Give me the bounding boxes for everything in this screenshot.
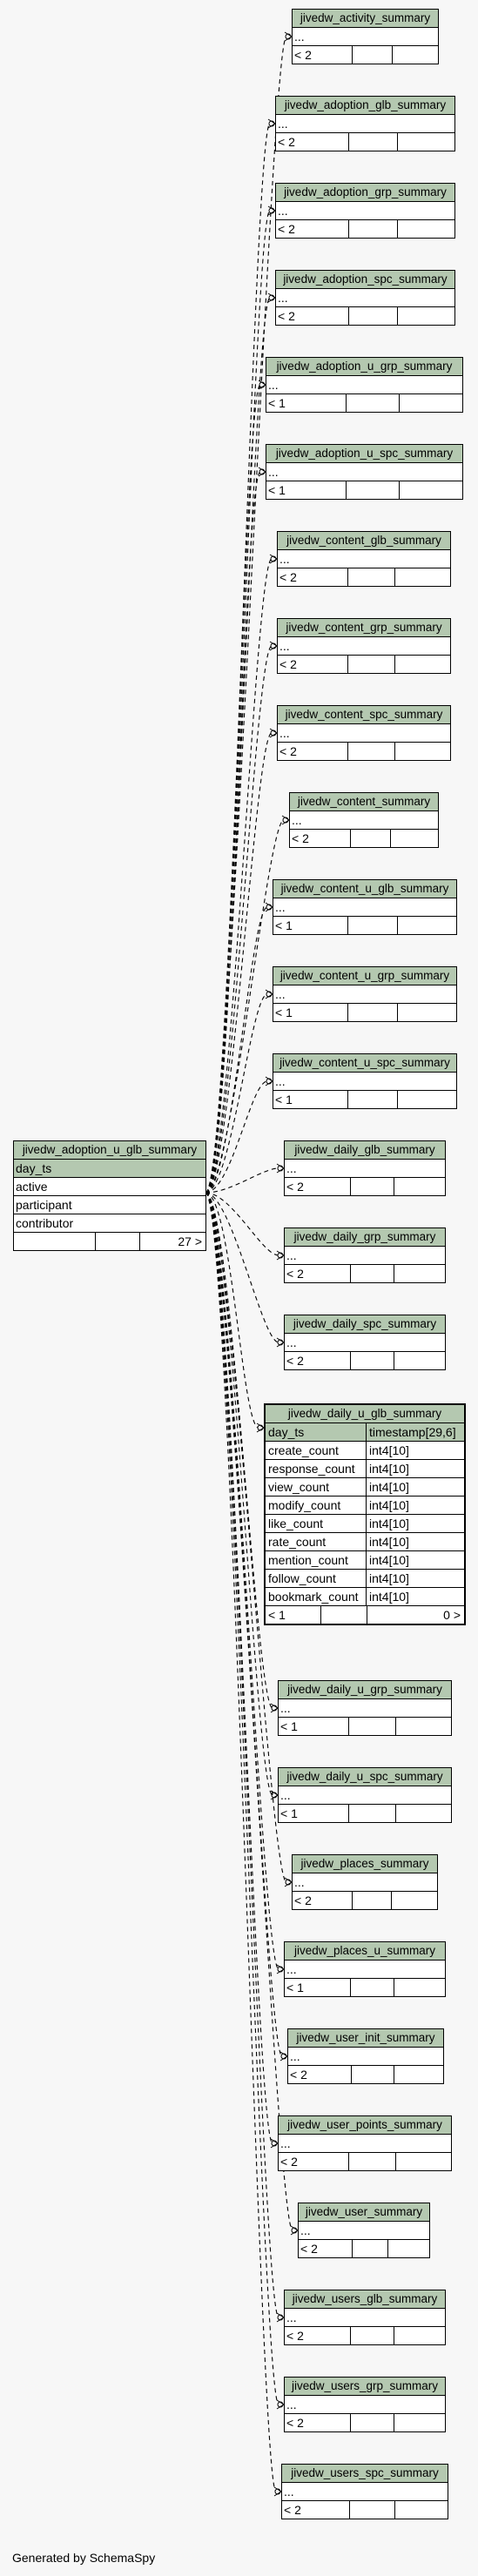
footer-left: < 1: [279, 1718, 349, 1735]
table-jivedw-content-u-spc-summary[interactable]: [273, 1053, 457, 1109]
table-jivedw-places-u-summary[interactable]: [284, 1941, 446, 1997]
relationship-edge: [205, 211, 270, 1193]
relationship-edge: [205, 472, 260, 1193]
table-footer: [276, 307, 454, 325]
table-row: ...: [285, 1334, 445, 1352]
table-row: ...: [290, 811, 438, 830]
table-footer: [285, 1979, 445, 1996]
table-jivedw-users-glb-summary[interactable]: [284, 2290, 446, 2345]
relationship-edge: [205, 559, 272, 1193]
table-header[interactable]: jivedw_adoption_spc_summary: [276, 271, 454, 289]
column-type: timestamp[29,6]: [369, 1425, 456, 1439]
table-header[interactable]: jivedw_daily_grp_summary: [285, 1228, 445, 1247]
table-footer: [279, 2153, 451, 2170]
table-footer: [288, 2066, 443, 2083]
relationship-edge: [205, 1193, 279, 1342]
table-header[interactable]: jivedw_places_summary: [293, 1855, 437, 1873]
footer-left: < 1: [273, 1091, 348, 1108]
table-row: ...: [293, 1873, 437, 1892]
table-jivedw-daily-spc-summary[interactable]: [284, 1315, 446, 1370]
table-header[interactable]: jivedw_activity_summary: [293, 10, 438, 28]
table-header[interactable]: jivedw_adoption_u_grp_summary: [266, 358, 462, 376]
table-header[interactable]: jivedw_adoption_u_spc_summary: [266, 445, 462, 463]
table-row: ...: [278, 724, 450, 743]
table-jivedw-activity-summary[interactable]: [292, 9, 439, 64]
footer-left: < 1: [279, 1805, 349, 1822]
table-row: ...: [279, 1786, 451, 1805]
table-row: ...: [273, 898, 456, 917]
table-jivedw-content-grp-summary[interactable]: [277, 618, 451, 674]
table-header[interactable]: jivedw_content_u_glb_summary: [273, 880, 456, 898]
table-header[interactable]: jivedw_content_spc_summary: [278, 706, 450, 724]
table-jivedw-users-spc-summary[interactable]: [281, 2464, 448, 2519]
table-jivedw-user-points-summary[interactable]: [278, 2115, 452, 2171]
footer-left: < 2: [278, 656, 348, 673]
footer-left: < 2: [279, 2153, 349, 2170]
table-row: ...: [279, 1699, 451, 1718]
table-row: ...: [288, 2048, 443, 2066]
table-row: ...: [285, 1160, 445, 1178]
table-header[interactable]: jivedw_daily_u_grp_summary: [279, 1681, 451, 1699]
footer-left: < 1: [273, 917, 348, 934]
table-row: ...: [266, 376, 462, 394]
footer-left: < 2: [285, 2327, 351, 2344]
column-type: int4[10]: [369, 1462, 409, 1476]
table-footer: [276, 220, 454, 238]
table-jivedw-adoption-u-spc-summary[interactable]: [266, 444, 463, 500]
footer-left: < 2: [285, 1265, 351, 1282]
table-row: ...: [299, 2222, 429, 2240]
table-footer: [285, 1265, 445, 1282]
table-row: ...: [285, 2396, 445, 2414]
table-footer: [285, 2327, 445, 2344]
table-jivedw-daily-grp-summary[interactable]: [284, 1227, 446, 1283]
table-footer: [293, 46, 438, 64]
table-jivedw-content-summary[interactable]: [289, 792, 439, 848]
footer-left: < 2: [293, 46, 353, 64]
column-type: int4[10]: [369, 1498, 409, 1512]
table-row: ...: [276, 289, 454, 307]
column-name: follow_count: [266, 1570, 367, 1587]
footer-left: < 1: [266, 1606, 321, 1624]
table-footer: [273, 1091, 456, 1108]
table-jivedw-adoption-glb-summary[interactable]: [275, 96, 455, 151]
table-footer: [299, 2240, 429, 2257]
column-name: mention_count: [266, 1551, 367, 1569]
table-footer: [266, 481, 462, 499]
table-jivedw-adoption-u-grp-summary[interactable]: [266, 357, 463, 413]
footer-left: < 2: [282, 2501, 350, 2519]
table-row: ...: [273, 985, 456, 1004]
table-header[interactable]: jivedw_daily_u_spc_summary: [279, 1768, 451, 1786]
table-footer: [279, 1805, 451, 1822]
column-row: [266, 1442, 464, 1460]
column-type: int4[10]: [369, 1443, 409, 1457]
table-row: ...: [293, 28, 438, 46]
table-footer: [273, 1004, 456, 1021]
column-row: [266, 1570, 464, 1588]
table-row: ...: [278, 550, 450, 568]
table-jivedw-adoption-u-glb-summary[interactable]: [13, 1140, 206, 1251]
table-footer: [285, 2414, 445, 2431]
table-header[interactable]: jivedw_adoption_grp_summary: [276, 184, 454, 202]
table-row: ...: [266, 463, 462, 481]
column-row: [266, 1423, 464, 1442]
table-header[interactable]: jivedw_content_glb_summary: [278, 532, 450, 550]
table-footer: [282, 2501, 448, 2519]
table-jivedw-daily-u-grp-summary[interactable]: [278, 1680, 452, 1736]
column-name: like_count: [266, 1515, 367, 1532]
column-day-ts: day_ts: [14, 1160, 205, 1178]
table-footer: [279, 1718, 451, 1735]
table-jivedw-content-glb-summary[interactable]: [277, 531, 451, 587]
column-row: [266, 1497, 464, 1515]
table-header[interactable]: jivedw_user_summary: [299, 2203, 429, 2222]
table-footer: [285, 1178, 445, 1195]
relationship-edge: [205, 1193, 276, 2492]
table-header[interactable]: jivedw_users_glb_summary: [285, 2290, 445, 2309]
column-type: int4[10]: [369, 1480, 409, 1494]
table-footer: [278, 743, 450, 760]
footer-left: < 1: [266, 394, 347, 412]
table-header[interactable]: jivedw_user_init_summary: [288, 2029, 443, 2048]
table-jivedw-daily-u-glb-summary[interactable]: [264, 1403, 466, 1625]
column-type: int4[10]: [369, 1535, 409, 1549]
table-footer: [276, 133, 454, 151]
column-row: [266, 1551, 464, 1570]
footer-left: < 2: [276, 133, 349, 151]
column-type: int4[10]: [369, 1590, 409, 1604]
table-footer: [278, 656, 450, 673]
relationship-edge: [205, 1193, 259, 1428]
table-header[interactable]: jivedw_places_u_summary: [285, 1942, 445, 1961]
footer-left: < 2: [285, 2414, 351, 2431]
column-row: [266, 1515, 464, 1533]
column-type: int4[10]: [369, 1553, 409, 1567]
footer-left: < 1: [266, 481, 347, 499]
footer-right: 0 >: [443, 1608, 461, 1622]
table-row: ...: [278, 637, 450, 656]
table-jivedw-daily-glb-summary[interactable]: [284, 1140, 446, 1196]
column-active: active: [14, 1178, 205, 1196]
footer-left: < 2: [293, 1892, 353, 1909]
footer-left: < 2: [285, 1178, 351, 1195]
column-name: day_ts: [266, 1423, 367, 1441]
table-row: ...: [285, 2309, 445, 2327]
table-footer: [266, 394, 462, 412]
column-row: [266, 1478, 464, 1497]
footer-left: < 2: [278, 568, 348, 586]
footer-left: < 2: [299, 2240, 353, 2257]
table-header[interactable]: jivedw_adoption_u_glb_summary: [14, 1141, 205, 1160]
column-name: rate_count: [266, 1533, 367, 1550]
footer-left: < 1: [273, 1004, 348, 1021]
footer-left: < 2: [276, 307, 349, 325]
table-header[interactable]: jivedw_content_summary: [290, 793, 438, 811]
column-contributor: contributor: [14, 1214, 205, 1233]
column-name: view_count: [266, 1478, 367, 1496]
table-jivedw-users-grp-summary[interactable]: [284, 2377, 446, 2432]
table-jivedw-adoption-spc-summary[interactable]: [275, 270, 455, 326]
generated-by-label: Generated by SchemaSpy: [12, 2551, 156, 2565]
table-header[interactable]: jivedw_daily_glb_summary: [285, 1141, 445, 1160]
table-jivedw-content-u-glb-summary[interactable]: [273, 879, 457, 935]
table-header[interactable]: jivedw_adoption_glb_summary: [276, 97, 454, 115]
table-footer: [290, 830, 438, 847]
table-row: ...: [276, 115, 454, 133]
relationship-edge: [205, 1193, 273, 1795]
table-header[interactable]: jivedw_daily_u_glb_summary: [266, 1405, 464, 1423]
column-participant: participant: [14, 1196, 205, 1214]
column-name: modify_count: [266, 1497, 367, 1514]
column-row: [266, 1460, 464, 1478]
table-jivedw-content-spc-summary[interactable]: [277, 705, 451, 761]
table-jivedw-daily-u-spc-summary[interactable]: [278, 1767, 452, 1823]
table-jivedw-user-summary[interactable]: [298, 2203, 430, 2258]
table-row: ...: [273, 1073, 456, 1091]
table-header[interactable]: jivedw_users_spc_summary: [282, 2465, 448, 2483]
table-header[interactable]: jivedw_users_grp_summary: [285, 2378, 445, 2396]
table-header[interactable]: jivedw_daily_spc_summary: [285, 1315, 445, 1334]
table-jivedw-content-u-grp-summary[interactable]: [273, 966, 457, 1022]
table-header[interactable]: jivedw_content_grp_summary: [278, 619, 450, 637]
table-row: ...: [276, 202, 454, 220]
column-name: create_count: [266, 1442, 367, 1459]
table-footer: [293, 1892, 437, 1909]
table-footer: [278, 568, 450, 586]
table-jivedw-adoption-grp-summary[interactable]: [275, 183, 455, 239]
footer-left: < 2: [278, 743, 348, 760]
footer-left: < 1: [285, 1979, 351, 1996]
table-jivedw-user-init-summary[interactable]: [287, 2028, 444, 2084]
column-name: bookmark_count: [266, 1588, 367, 1605]
table-footer: [14, 1233, 205, 1250]
column-type: int4[10]: [369, 1517, 409, 1530]
table-header[interactable]: jivedw_user_points_summary: [279, 2116, 451, 2135]
column-type: int4[10]: [369, 1571, 409, 1585]
table-footer: [285, 1352, 445, 1369]
column-row: [266, 1533, 464, 1551]
relationship-edge: [205, 1193, 279, 2404]
table-row: ...: [279, 2135, 451, 2153]
footer-left: < 2: [290, 830, 351, 847]
footer-left: < 2: [276, 220, 349, 238]
footer-left: < 2: [288, 2066, 352, 2083]
table-row: ...: [285, 1247, 445, 1265]
table-header[interactable]: jivedw_content_u_grp_summary: [273, 967, 456, 985]
table-footer: [273, 917, 456, 934]
table-header[interactable]: jivedw_content_u_spc_summary: [273, 1054, 456, 1073]
table-row: ...: [282, 2483, 448, 2501]
footer-right: 27 >: [178, 1234, 202, 1248]
table-row: ...: [285, 1961, 445, 1979]
column-name: response_count: [266, 1460, 367, 1477]
relationship-edge: [205, 385, 260, 1193]
column-row: [266, 1588, 464, 1606]
footer-left: < 2: [285, 1352, 351, 1369]
table-footer: [266, 1606, 464, 1624]
table-jivedw-places-summary[interactable]: [292, 1854, 438, 1910]
relationship-edge: [205, 124, 270, 1193]
